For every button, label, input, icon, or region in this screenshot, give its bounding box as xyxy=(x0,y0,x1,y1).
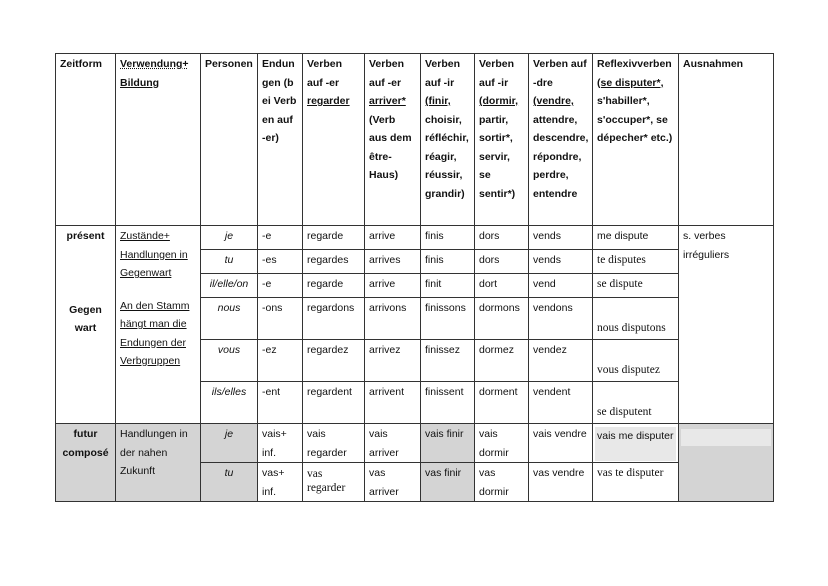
futur-ausnahmen-box xyxy=(681,429,771,446)
header-verben-ir-title: Verben auf -ir xyxy=(425,58,461,89)
table-row xyxy=(56,424,774,463)
header-verben-dre xyxy=(529,54,593,226)
futur-er-star-tu: vas arriver xyxy=(365,463,421,502)
table-header xyxy=(56,54,774,226)
futur-verwendung: Handlungen in der nahen Zukunft xyxy=(116,424,201,502)
present-verwendung xyxy=(116,226,201,424)
header-zeitform: Zeitform xyxy=(56,54,116,226)
present-ir-ils: finissent xyxy=(421,382,475,424)
futur-reflexiv-tu: vas te disputer xyxy=(593,463,679,502)
header-verwendung xyxy=(116,54,201,226)
futur-er-tu: vas regarder xyxy=(303,463,365,502)
present-er-star-tu: arrives xyxy=(365,250,421,274)
present-dre-vous: vendez xyxy=(529,340,593,382)
header-verben-er xyxy=(303,54,365,226)
present-ir2-vous: dormez xyxy=(475,340,529,382)
present-er-je: regarde xyxy=(303,226,365,250)
present-endung-il: -e xyxy=(258,274,303,298)
present-endung-vous: -ez xyxy=(258,340,303,382)
futur-ausnahmen xyxy=(679,424,774,502)
present-section xyxy=(56,226,774,424)
present-person-ils: ils/elles xyxy=(201,382,258,424)
header-verben-ir xyxy=(421,54,475,226)
present-er-tu: regardes xyxy=(303,250,365,274)
futur-ir2-tu: vas dormir xyxy=(475,463,529,502)
header-endungen: Endungen (bei Verben auf -er) xyxy=(258,54,303,226)
present-label xyxy=(56,226,116,424)
present-person-vous: vous xyxy=(201,340,258,382)
present-ir2-nous: dormons xyxy=(475,298,529,340)
header-verwendung-line1: Verwendung+ xyxy=(120,58,189,70)
present-verwendung-formation: An den Stamm hängt man die Endungen der Verbgruppen xyxy=(120,299,190,367)
present-endung-nous: -ons xyxy=(258,298,303,340)
header-verben-ir-list: choisir, réfléchir, réagir, réussir, grandir) xyxy=(425,113,469,200)
present-er-star-je: arrive xyxy=(365,226,421,250)
present-endung-tu: -es xyxy=(258,250,303,274)
header-verben-er-star-note: (Verb aus dem être-Haus) xyxy=(369,113,412,181)
header-verben-ir2 xyxy=(475,54,529,226)
present-label-line1: présent xyxy=(66,230,105,242)
present-dre-ils: vendent xyxy=(529,382,593,424)
header-verben-dre-title: Verben auf -dre xyxy=(533,58,587,89)
present-person-nous: nous xyxy=(201,298,258,340)
futur-er-star-je: vais arriver xyxy=(365,424,421,463)
present-label-line2: Gegen xyxy=(69,303,102,316)
present-reflexiv-vous: vous disputez xyxy=(593,340,679,382)
present-er-star-ils: arrivent xyxy=(365,382,421,424)
header-reflexiv-title: Reflexivverben xyxy=(597,58,672,70)
header-reflexiv xyxy=(593,54,679,226)
present-ir2-il: dort xyxy=(475,274,529,298)
header-verben-er-example: regarder xyxy=(307,95,350,107)
present-ausnahmen: s. verbes irréguliers xyxy=(679,226,774,424)
present-dre-tu: vends xyxy=(529,250,593,274)
header-verben-ir2-example: (dormir, xyxy=(479,95,519,107)
futur-dre-tu: vas vendre xyxy=(529,463,593,502)
present-verwendung-usage: Zustände+ Handlungen in Gegenwart xyxy=(120,230,188,279)
futur-person-tu: tu xyxy=(201,463,258,502)
header-verben-ir2-list: partir, sortir*, servir, se sentir*) xyxy=(479,113,516,200)
futur-section xyxy=(56,424,774,502)
present-ir2-ils: dorment xyxy=(475,382,529,424)
futur-ir-tu: vas finir xyxy=(421,463,475,502)
present-dre-nous: vendons xyxy=(529,298,593,340)
header-verben-dre-example: (vendre, xyxy=(533,95,574,107)
futur-person-je: je xyxy=(201,424,258,463)
futur-endung-je: vais+ inf. xyxy=(258,424,303,463)
header-verben-er-title: Verben auf -er xyxy=(307,58,343,89)
present-er-star-vous: arrivez xyxy=(365,340,421,382)
header-verwendung-line2: Bildung xyxy=(120,76,160,89)
conjugation-table xyxy=(55,53,774,502)
header-ausnahmen: Ausnahmen xyxy=(679,54,774,226)
futur-er-je: vais regarder xyxy=(303,424,365,463)
present-er-star-il: arrive xyxy=(365,274,421,298)
header-verben-er-star-title: Verben auf -er xyxy=(369,58,405,89)
header-verben-ir2-title: Verben auf -ir xyxy=(479,58,515,89)
present-person-tu: tu xyxy=(201,250,258,274)
present-er-nous: regardons xyxy=(303,298,365,340)
header-personen: Personen xyxy=(201,54,258,226)
present-person-il: il/elle/on xyxy=(201,274,258,298)
futur-endung-tu: vas+ inf. xyxy=(258,463,303,502)
header-reflexiv-example: (se disputer*, xyxy=(597,76,664,89)
header-verben-er-star xyxy=(365,54,421,226)
present-label-line3: wart xyxy=(74,322,97,334)
present-er-il: regarde xyxy=(303,274,365,298)
futur-ir2-je: vais dormir xyxy=(475,424,529,463)
header-verben-ir-example: (finir, xyxy=(425,95,451,107)
futur-label-line1: futur xyxy=(73,428,98,440)
present-er-star-nous: arrivons xyxy=(365,298,421,340)
present-person-je: je xyxy=(201,226,258,250)
futur-label-line2: composé xyxy=(62,446,109,459)
present-reflexiv-ils: se disputent xyxy=(593,382,679,424)
header-reflexiv-list: s'habiller*, s'occuper*, se dépecher* etc.) xyxy=(597,95,673,144)
futur-label xyxy=(56,424,116,502)
present-ir-nous: finissons xyxy=(421,298,475,340)
present-ir-tu: finis xyxy=(421,250,475,274)
table-row xyxy=(56,226,774,250)
present-reflexiv-je: me dispute xyxy=(593,226,679,250)
present-dre-il: vend xyxy=(529,274,593,298)
present-er-vous: regardez xyxy=(303,340,365,382)
futur-ir-je: vais finir xyxy=(421,424,475,463)
present-reflexiv-tu: te disputes xyxy=(593,250,679,274)
futur-reflexiv-je-cell xyxy=(593,424,679,463)
present-dre-je: vends xyxy=(529,226,593,250)
present-ir2-je: dors xyxy=(475,226,529,250)
header-verben-dre-list: attendre, descendre, répondre, perdre, entendre xyxy=(533,113,589,200)
present-er-ils: regardent xyxy=(303,382,365,424)
present-ir-vous: finissez xyxy=(421,340,475,382)
futur-reflexiv-je: vais me disputer xyxy=(595,427,676,461)
present-ir2-tu: dors xyxy=(475,250,529,274)
present-endung-je: -e xyxy=(258,226,303,250)
header-verben-er-star-example: arriver* xyxy=(369,95,406,107)
present-ir-il: finit xyxy=(421,274,475,298)
present-endung-ils: -ent xyxy=(258,382,303,424)
present-reflexiv-nous: nous disputons xyxy=(593,298,679,340)
present-ir-je: finis xyxy=(421,226,475,250)
present-reflexiv-il: se dispute xyxy=(593,274,679,298)
futur-dre-je: vais vendre xyxy=(529,424,593,463)
